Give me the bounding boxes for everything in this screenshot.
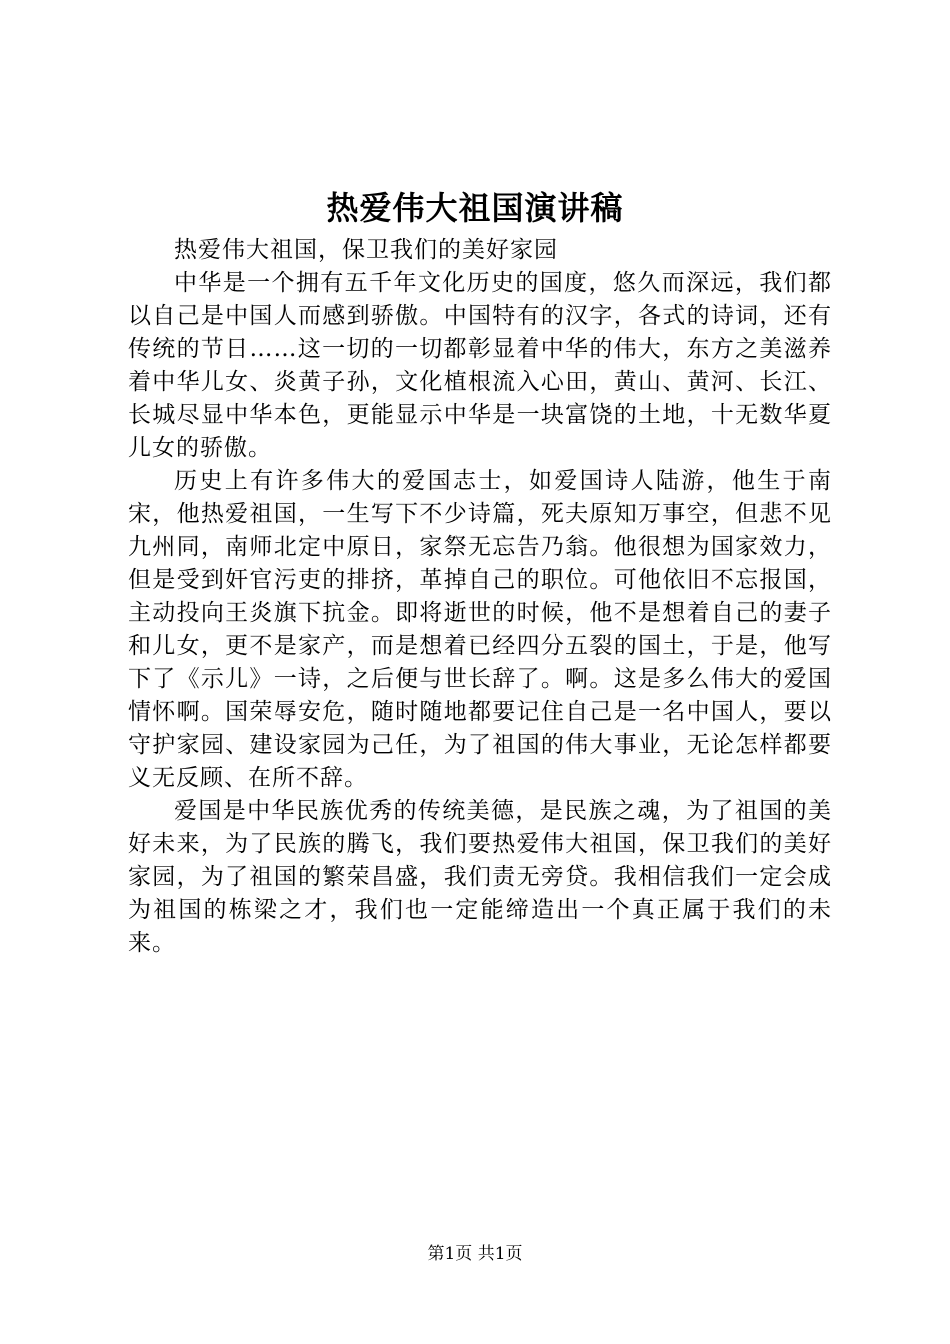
document-title: 热爱伟大祖国演讲稿 [326,189,624,227]
paragraph-1: 中华是一个拥有五千年文化历史的国度，悠久而深远，我们都以自己是中国人而感到骄傲。中国特有的汉字，各式的诗词，还有传统的节日……这一切的一切都彰显着中华的伟大，东方之美滋养着中华儿女、炎黄子孙，文化植根流入心田，黄山、黄河、长江、长城尽显中华本色，更能显示中华是一块富饶的土地，十无数华夏儿女的骄傲。 [128,270,832,461]
document-body [128,234,832,960]
paragraph-2: 历史上有许多伟大的爱国志士，如爱国诗人陆游，他生于南宋，他热爱祖国，一生写下不少诗篇，死夫原知万事空，但悲不见九州同，南师北定中原日，家祭无忘告乃翁。他很想为国家效力，但是受到奸官污吏的排挤，革掉自己的职位。可他依旧不忘报国，主动投向王炎旗下抗金。即将逝世的时候，他不是想着自己的妻子和儿女，更不是家产，而是想着已经四分五裂的国土，于是，他写下了《示儿》一诗，之后便与世长辞了。啊。这是多么伟大的爱国情怀啊。国荣辱安危，随时随地都要记住自己是一名中国人，要以守护家园、建设家园为己任，为了祖国的伟大事业，无论怎样都要义无反顾、在所不辞。 [128,468,832,791]
paragraph-3: 爱国是中华民族优秀的传统美德，是民族之魂，为了祖国的美好未来，为了民族的腾飞，我们要热爱伟大祖国，保卫我们的美好家园，为了祖国的繁荣昌盛，我们责无旁贷。我相信我们一定会成为祖国的栋梁之才，我们也一定能缔造出一个真正属于我们的未来。 [128,798,832,956]
paragraph-subtitle: 热爱伟大祖国，保卫我们的美好家园 [174,237,558,263]
page-footer: 第1页 共1页 [427,1244,523,1264]
